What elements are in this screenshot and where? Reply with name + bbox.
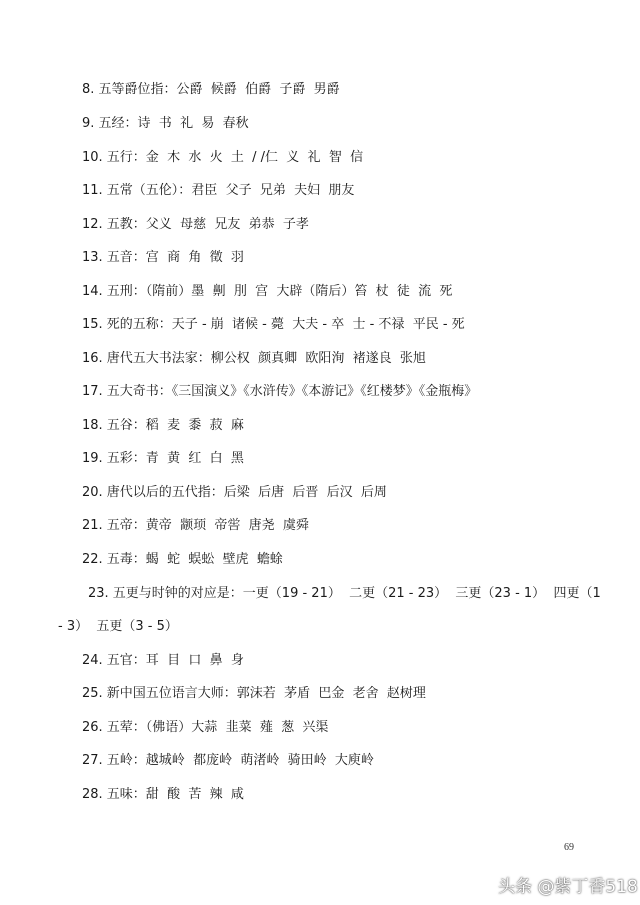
list-item: 11. 五常（五伦）：君臣 父子 兄弟 夫妇 朋友 xyxy=(82,183,355,198)
list-item: 14. 五刑：（隋前）墨 劓 刖 宫 大辟（隋后）笞 杖 徒 流 死 xyxy=(82,284,453,299)
list-item: 8. 五等爵位指：公爵 候爵 伯爵 子爵 男爵 xyxy=(82,82,340,97)
list-item: 12. 五教：父义 母慈 兄友 弟恭 子孝 xyxy=(82,217,309,232)
list-item: 16. 唐代五大书法家：柳公权 颜真卿 欧阳洵 褚遂良 张旭 xyxy=(82,351,426,366)
list-item: 9. 五经：诗 书 礼 易 春秋 xyxy=(82,116,249,131)
list-item-23: 23. 五更与时钟的对应是：一更（19 - 21） 二更（21 - 23） 三更（23 - 1） 四更（1 xyxy=(88,586,601,601)
list-item: 19. 五彩：青 黄 红 白 黑 xyxy=(82,451,244,466)
list-item: 17. 五大奇书：《三国演义》《水浒传》《本游记》《红楼梦》《金瓶梅》 xyxy=(82,384,478,399)
list-item: 20. 唐代以后的五代指：后梁 后唐 后晋 后汉 后周 xyxy=(82,485,387,500)
watermark: 头条 @紫丁香518 xyxy=(498,877,638,897)
page-number: 69 xyxy=(564,842,574,853)
list-item: 15. 死的五称：天子 - 崩 诸候 - 薨 大夫 - 卒 士 - 不禄 平民 - 死 xyxy=(82,317,465,332)
list-item: 10. 五行：金 木 水 火 土 / /仁 义 礼 智 信 xyxy=(82,150,364,165)
list-item: 18. 五谷：稻 麦 黍 菽 麻 xyxy=(82,418,244,433)
list-item: 27. 五岭：越城岭 都庞岭 萌渚岭 骑田岭 大庾岭 xyxy=(82,753,374,768)
list-item: 21. 五帝：黄帝 颛顼 帝喾 唐尧 虞舜 xyxy=(82,518,309,533)
list-item-23-continued: - 3） 五更（3 - 5） xyxy=(58,619,178,634)
list-item: 22. 五毒：蝎 蛇 蜈蚣 壁虎 蟾蜍 xyxy=(82,552,283,567)
list-item: 26. 五荤：（佛语）大蒜 韭菜 薤 葱 兴渠 xyxy=(82,720,329,735)
list-item: 28. 五味：甜 酸 苦 辣 咸 xyxy=(82,787,244,802)
list-item: 13. 五音：宫 商 角 徵 羽 xyxy=(82,250,244,265)
list-item: 24. 五官：耳 目 口 鼻 身 xyxy=(82,653,244,668)
list-item: 25. 新中国五位语言大师：郭沫若 茅盾 巴金 老舍 赵树理 xyxy=(82,686,426,701)
